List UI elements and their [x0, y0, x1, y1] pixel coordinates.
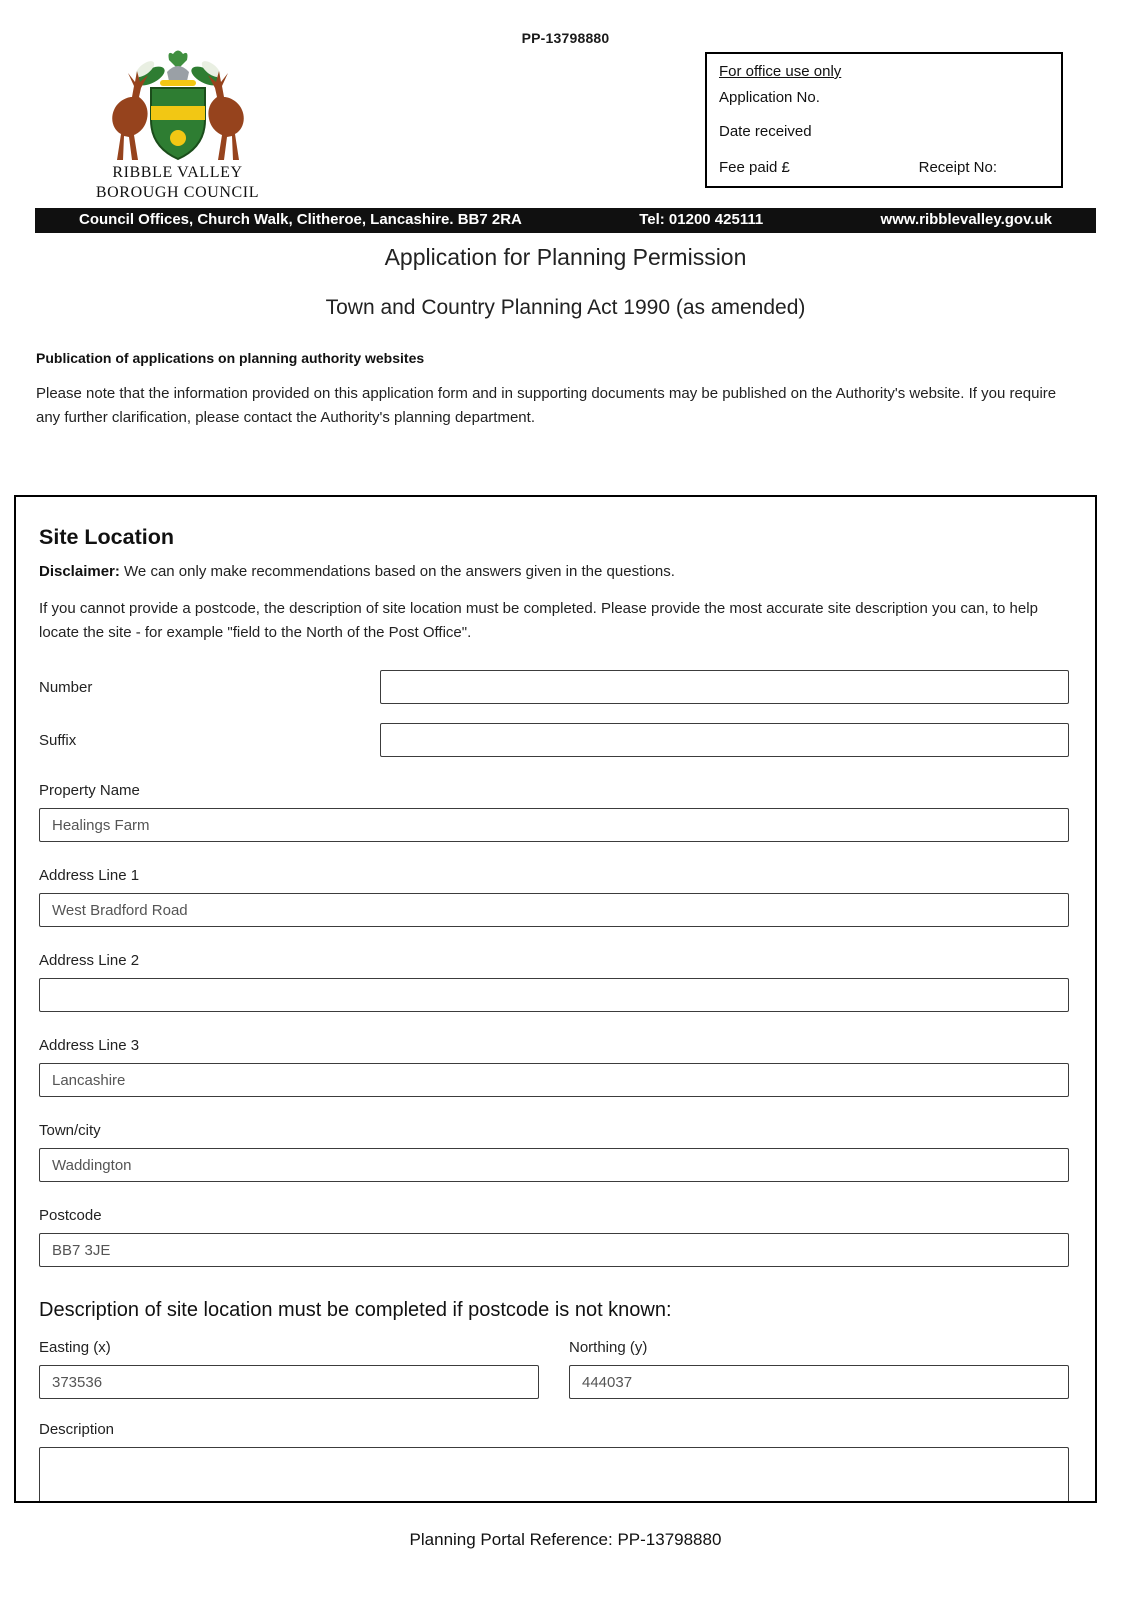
fee-receipt-row — [719, 159, 1049, 176]
property-name-input[interactable] — [39, 808, 1069, 842]
shield-icon — [151, 88, 205, 159]
section-title: Site Location — [39, 524, 174, 549]
description-heading: Description of site location must be completed if postcode is not known: — [39, 1299, 672, 1322]
address-line-3-field — [39, 1037, 1069, 1097]
property-name-field — [39, 782, 1069, 842]
easting-label: Easting (x) — [39, 1339, 111, 1357]
description-field — [39, 1421, 1069, 1502]
address-line-2-input[interactable] — [39, 978, 1069, 1012]
description-label: Description — [39, 1421, 115, 1439]
office-use-box — [705, 52, 1063, 188]
postcode-field — [39, 1207, 1069, 1267]
northing-field — [569, 1339, 1069, 1399]
address-line-1-label: Address Line 1 — [39, 867, 140, 885]
address-line-3-label: Address Line 3 — [39, 1037, 140, 1055]
act-title: Town and Country Planning Act 1990 (as amended) — [325, 296, 806, 319]
town-city-field — [39, 1122, 1069, 1182]
site-location-section — [14, 495, 1097, 1503]
suffix-field — [39, 723, 1069, 757]
property-name-label: Property Name — [39, 782, 140, 800]
fee-paid-label: Fee paid £ — [719, 159, 790, 176]
address-line-3-input[interactable] — [39, 1063, 1069, 1097]
coat-of-arms-icon — [103, 50, 253, 162]
date-received-label: Date received — [719, 123, 812, 140]
address-line-2-label: Address Line 2 — [39, 952, 140, 970]
address-line-1-input[interactable] — [39, 893, 1069, 927]
number-field — [39, 670, 1069, 704]
postcode-label: Postcode — [39, 1207, 102, 1225]
address-line-2-field — [39, 952, 1069, 1012]
council-address: Council Offices, Church Walk, Clitheroe, Lancashire. BB7 2RA — [79, 211, 522, 228]
intro-text: If you cannot provide a postcode, the description of site location must be completed. Please provide the most accurate site description you can, to help locate the site - for example "field to the North of the Post Office". — [39, 599, 1038, 642]
header — [0, 46, 1131, 208]
org-name-line1: RIBBLE VALLEY — [112, 164, 243, 181]
suffix-label: Suffix — [39, 731, 77, 749]
description-input[interactable] — [39, 1447, 1069, 1502]
form-title: Application for Planning Permission — [384, 244, 747, 270]
number-input[interactable] — [380, 670, 1069, 704]
disclaimer-text: We can only make recommendations based on the answers given in the questions. — [124, 562, 675, 580]
stag-left-icon — [112, 71, 148, 160]
council-website: www.ribblevalley.gov.uk — [880, 211, 1052, 228]
suffix-input[interactable] — [380, 723, 1069, 757]
publication-body: Please note that the information provided on this application form and in supporting documents may be published on the Authority's website. If you require any further clarification, please contact the Authority's planning department. — [36, 385, 1057, 427]
receipt-no-label: Receipt No: — [918, 159, 997, 176]
council-tel: Tel: 01200 425111 — [639, 211, 764, 228]
northing-input[interactable] — [569, 1365, 1069, 1399]
form-ref: PP-13798880 — [521, 30, 610, 46]
easting-input[interactable] — [39, 1365, 539, 1399]
address-banner — [35, 208, 1096, 233]
helmet-icon — [167, 66, 189, 81]
footer-reference: Planning Portal Reference: PP-13798880 — [409, 1529, 722, 1549]
stag-right-icon — [208, 71, 244, 160]
town-city-input[interactable] — [39, 1148, 1069, 1182]
address-line-1-field — [39, 867, 1069, 927]
application-no-label: Application No. — [719, 89, 820, 106]
office-use-title: For office use only — [719, 63, 842, 80]
publication-heading: Publication of applications on planning authority websites — [36, 350, 425, 366]
easting-field — [39, 1339, 539, 1399]
org-name-line2: BOROUGH COUNCIL — [95, 183, 260, 201]
disclaimer-label: Disclaimer: — [39, 562, 120, 580]
org-name — [96, 163, 259, 202]
council-logo — [70, 50, 285, 202]
coordinates-row — [39, 1339, 1069, 1399]
torse-icon — [160, 80, 196, 86]
town-city-label: Town/city — [39, 1122, 101, 1140]
disclaimer — [39, 563, 1069, 580]
northing-label: Northing (y) — [569, 1339, 648, 1357]
number-label: Number — [39, 678, 93, 696]
postcode-input[interactable] — [39, 1233, 1069, 1267]
